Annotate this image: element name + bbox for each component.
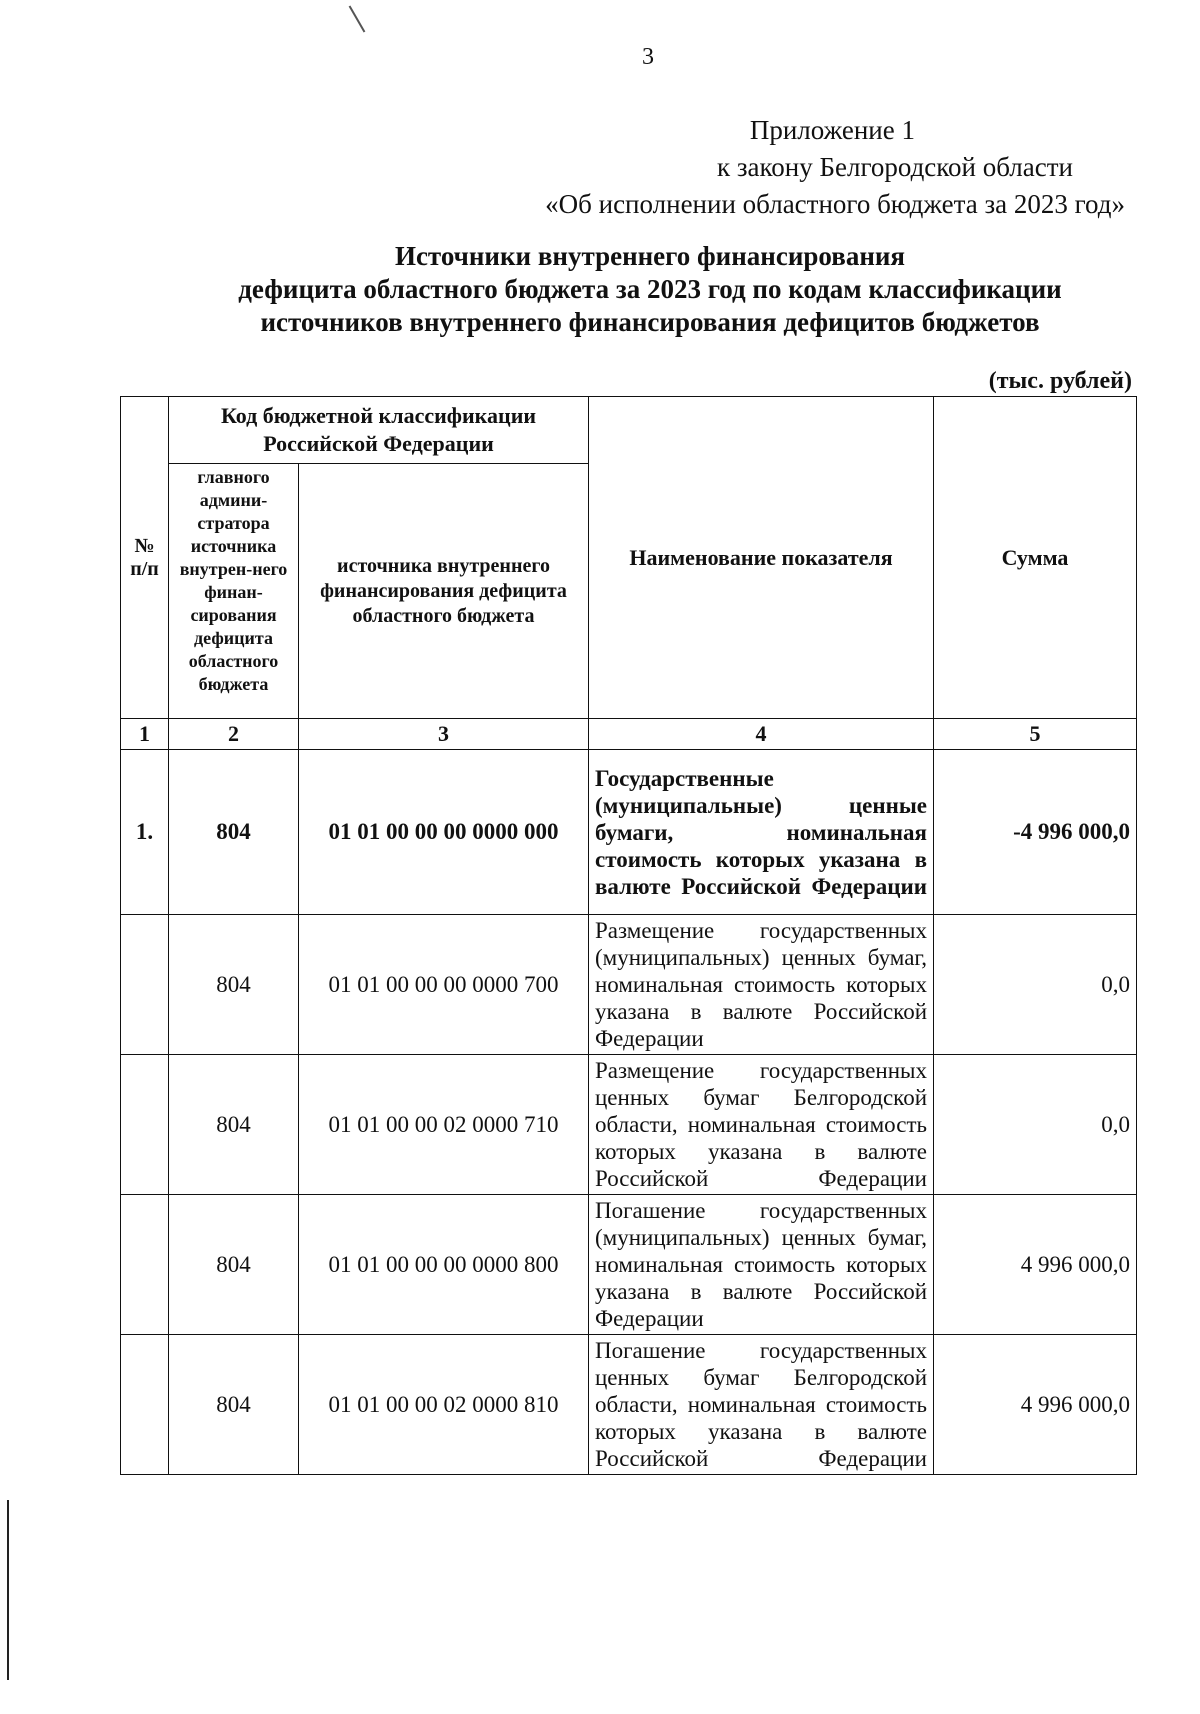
table-row — [121, 750, 1137, 915]
title-line-2: дефицита областного бюджета за 2023 год по кодам классификации — [238, 274, 1062, 304]
row-num — [121, 1195, 169, 1335]
row-sum: 0,0 — [934, 1055, 1137, 1195]
row-num — [121, 1335, 169, 1475]
budget-table — [120, 396, 1137, 1475]
row-sum: 0,0 — [934, 915, 1137, 1055]
row-code: 01 01 00 00 02 0000 810 — [299, 1335, 589, 1475]
table-row — [121, 915, 1137, 1055]
row-name: Погашение государственных ценных бумаг Белгородской области, номинальная стоимость которых указана в валюте Российской Федерации — [589, 1335, 934, 1475]
row-code: 01 01 00 00 02 0000 710 — [299, 1055, 589, 1195]
column-number: 3 — [299, 719, 589, 750]
column-number: 1 — [121, 719, 169, 750]
row-num — [121, 1055, 169, 1195]
header-code-group: Код бюджетной классификации Российской Федерации — [169, 397, 589, 464]
page-number — [0, 44, 1200, 71]
header-num: № п/п — [121, 397, 169, 719]
header-source: источника внутреннего финансирования дефицита областного бюджета — [299, 464, 589, 719]
header-admin: главного админи-стратора источника внутрен-него финан-сирования дефицита областного бюджета — [169, 464, 299, 719]
row-admin: 804 — [169, 1055, 299, 1195]
row-code: 01 01 00 00 00 0000 000 — [299, 750, 589, 915]
row-sum: 4 996 000,0 — [934, 1195, 1137, 1335]
scan-mark — [349, 6, 366, 33]
document-title — [0, 240, 1200, 339]
row-num: 1. — [121, 750, 169, 915]
row-admin: 804 — [169, 1335, 299, 1475]
row-admin: 804 — [169, 1195, 299, 1335]
appendix-line-1: Приложение 1 — [749, 115, 915, 145]
appendix-line-2: к закону Белгородской области — [717, 152, 1073, 182]
appendix-line-3: «Об исполнении областного бюджета за 2023 год» — [545, 189, 1125, 219]
header-name: Наименование показателя — [589, 397, 934, 719]
units-label: (тыс. рублей) — [988, 368, 1132, 394]
table-row — [121, 1195, 1137, 1335]
title-line-3: источников внутреннего финансирования дефицитов бюджетов — [260, 307, 1040, 337]
table-row — [121, 1055, 1137, 1195]
scan-margin-line — [7, 1500, 9, 1680]
header-sum: Сумма — [934, 397, 1137, 719]
row-code: 01 01 00 00 00 0000 700 — [299, 915, 589, 1055]
header-row-1 — [121, 397, 1137, 464]
table-row — [121, 1335, 1137, 1475]
row-admin: 804 — [169, 915, 299, 1055]
row-name: Размещение государственных ценных бумаг Белгородской области, номинальная стоимость которых указана в валюте Российской Федерации — [589, 1055, 934, 1195]
page-number-text: 3 — [642, 44, 654, 70]
row-num — [121, 915, 169, 1055]
row-admin: 804 — [169, 750, 299, 915]
column-number: 5 — [934, 719, 1137, 750]
column-number: 2 — [169, 719, 299, 750]
appendix-block — [545, 112, 1125, 223]
row-name: Размещение государственных (муниципальных) ценных бумаг, номинальная стоимость которых указана в валюте Российской Федерации — [589, 915, 934, 1055]
title-line-1: Источники внутреннего финансирования — [394, 241, 906, 271]
column-number: 4 — [589, 719, 934, 750]
row-sum: -4 996 000,0 — [934, 750, 1137, 915]
row-name: Государственные (муниципальные) ценные бумаги, номинальная стоимость которых указана в валюте Российской Федерации — [589, 750, 934, 915]
column-numbers-row — [121, 719, 1137, 750]
row-code: 01 01 00 00 00 0000 800 — [299, 1195, 589, 1335]
row-name: Погашение государственных (муниципальных) ценных бумаг, номинальная стоимость которых указана в валюте Российской Федерации — [589, 1195, 934, 1335]
row-sum: 4 996 000,0 — [934, 1335, 1137, 1475]
